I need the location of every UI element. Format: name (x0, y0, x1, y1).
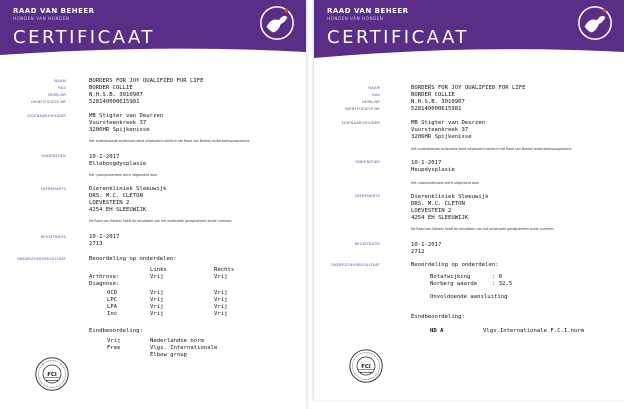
label-registratie: REGISTRATIE (354, 242, 380, 246)
note-onderzoek: Het (voor)onderzoek werd uitgevoerd door (411, 181, 480, 185)
note-onderzoek: Het (voor)onderzoek werd uitgevoerd door (89, 173, 158, 177)
row-right: Vrij (214, 290, 228, 296)
vet-line-3: LOEVESTEIN 2 (89, 200, 130, 206)
note-dierenarts: De Raad van Beheer heeft de resultaten van het onderzoek geregistreerd onder nummer: (89, 219, 233, 223)
row-value: : 32,5 (492, 281, 513, 287)
column-left-header: Links (150, 267, 167, 273)
vet-line-1: Dierenkliniek Sleeuwijk (89, 186, 167, 192)
final-desc: Vlgs. Internationale (150, 345, 218, 351)
label-nhsb: NHSB-NR (47, 93, 66, 97)
dog-logo-icon (576, 4, 614, 42)
assessment-heading: Beoordeling op onderdelen: (411, 262, 499, 268)
vet-line-2: DRS. M.C. CLETON (411, 201, 465, 207)
connection-note: Onvoldoende aansluiting (430, 294, 508, 300)
nhsb-number: N.H.S.B. 3010907 (89, 92, 143, 98)
row-right: Vrij (214, 311, 228, 317)
row-right: Vrij (214, 297, 228, 303)
breed: BORDER COLLIE (411, 92, 455, 98)
row-name: LPA (107, 304, 118, 310)
row-name: Botafwijking (430, 274, 471, 280)
note-eigenaar: Het onderstaande onderzoek werd uitgevoerd conform het Raad van Beheer onderzoeksprogramma. (89, 139, 251, 143)
brand-tagline: HONDEN VAN HONDEN (13, 16, 70, 21)
row-left: Vrij (150, 274, 164, 280)
vet-line-2: DRS. M.C. CLETON (89, 193, 143, 199)
final-heading: Eindbeoordeling: (411, 314, 465, 320)
label-naam: NAAM (54, 79, 66, 83)
row-left: Vrij (150, 290, 164, 296)
brand-tagline: HONDEN VAN HONDEN (327, 16, 384, 21)
exam-date: 10-1-2017 (411, 160, 442, 166)
owner-line-1: MB Stigter van Deurzen (89, 113, 164, 119)
label-registratie: REGISTRATIE (40, 235, 66, 239)
registration-number: 2713 (89, 241, 103, 247)
label-ras: RAS (372, 93, 380, 97)
final-desc: Vlgs.Internationale F.C.I.norm (483, 328, 585, 334)
row-value: : 0 (492, 274, 503, 280)
exam-type: Heupdysplasie (411, 167, 455, 173)
certificate-title: CERTIFICAAT (327, 27, 469, 48)
label-naam: NAAM (368, 86, 380, 90)
final-desc: Elbow group (150, 352, 188, 358)
identification-number: 528140000615981 (411, 106, 462, 112)
label-onderzoek: ONDERZOEK (355, 160, 380, 164)
row-right: Vrij (214, 304, 228, 310)
label-ras: RAS (58, 86, 66, 90)
owner-line-1: MB Stigter van Deurzen (411, 120, 486, 126)
certificate-right (314, 0, 624, 400)
dog-name: BORDERS FOR JOY QUALIFIED FOR LIFE (89, 78, 204, 84)
label-eigenaar: EIGENAAR/HOUDER (27, 114, 66, 118)
stamp-text: FCI (361, 363, 371, 370)
label-eigenaar: EIGENAAR/HOUDER (341, 121, 380, 125)
label-identificatie: IDENTIFICATIE NR (345, 107, 380, 111)
row-name: LPC (107, 297, 118, 303)
row-right: Vrij (214, 274, 228, 280)
breed: BORDER COLLIE (89, 85, 133, 91)
column-right-header: Rechts (214, 267, 235, 273)
fci-stamp-icon (348, 348, 384, 384)
row-left: Vrij (150, 311, 164, 317)
registration-date: 10-1-2017 (411, 242, 442, 248)
brand-name: RAAD VAN BEHEER (327, 7, 409, 15)
row-name: Inc (107, 311, 118, 317)
note-dierenarts: De Raad van Beheer heeft de resultaten van het onderzoek geregistreerd onder nummer: (411, 227, 555, 231)
row-name: Diagnose: (89, 281, 120, 287)
identification-number: 528140000615981 (89, 99, 140, 105)
certificate-left (0, 0, 306, 409)
final-code: HD A (430, 328, 444, 334)
registration-number: 2712 (411, 249, 425, 255)
exam-type: Elleboogdysplasie (89, 161, 147, 167)
stamp-text: FCI (47, 371, 57, 378)
registration-date: 10-1-2017 (89, 234, 120, 240)
vet-line-1: Dierenkliniek Sleeuwijk (411, 194, 489, 200)
vet-line-3: LOEVESTEIN 2 (411, 208, 452, 214)
owner-line-2: Vuursteenkreek 37 (411, 127, 469, 133)
label-dierenarts: DIERENARTS (355, 194, 380, 198)
owner-line-2: Vuursteenkreek 37 (89, 120, 147, 126)
owner-line-3: 3206HR Spijkenisse (89, 127, 150, 133)
row-left: Vrij (150, 297, 164, 303)
exam-date: 10-1-2017 (89, 154, 120, 160)
label-resultaat: ONDERZOEKSRESULTAAT (16, 257, 66, 261)
owner-line-3: 3206HR Spijkenisse (411, 134, 472, 140)
final-code: Free (107, 345, 121, 351)
nhsb-number: N.H.S.B. 3010907 (411, 99, 465, 105)
label-dierenarts: DIERENARTS (41, 187, 66, 191)
row-name: Norberg waarde (430, 281, 478, 287)
row-name: Arthrose: (89, 274, 120, 280)
row-name: OCD (107, 290, 118, 296)
certificate-title: CERTIFICAAT (13, 27, 155, 48)
label-identificatie: IDENTIFICATIE NR (31, 100, 66, 104)
vet-line-4: 4254 EH SLEEUWIJK (89, 207, 147, 213)
dog-name: BORDERS FOR JOY QUALIFIED FOR LIFE (411, 85, 526, 91)
brand-name: RAAD VAN BEHEER (13, 7, 95, 15)
label-onderzoek: ONDERZOEK (41, 154, 66, 158)
final-desc: Nederlandse norm (150, 338, 204, 344)
final-heading: Eindbeoordeling: (89, 328, 143, 334)
assessment-heading: Beoordeling op onderdelen: (89, 256, 177, 262)
label-resultaat: ONDERZOEKSRESULTAAT (330, 263, 380, 267)
final-code: Vrij (107, 338, 121, 344)
label-nhsb: NHSB-NR (361, 100, 380, 104)
dog-logo-icon (258, 4, 296, 42)
vet-line-4: 4254 EH SLEEUWIJK (411, 215, 469, 221)
row-left: Vrij (150, 304, 164, 310)
note-eigenaar: Het onderstaande onderzoek werd uitgevoerd conform het Raad van Beheer onderzoeksprogramma. (411, 147, 573, 151)
fci-stamp-icon (34, 356, 70, 392)
